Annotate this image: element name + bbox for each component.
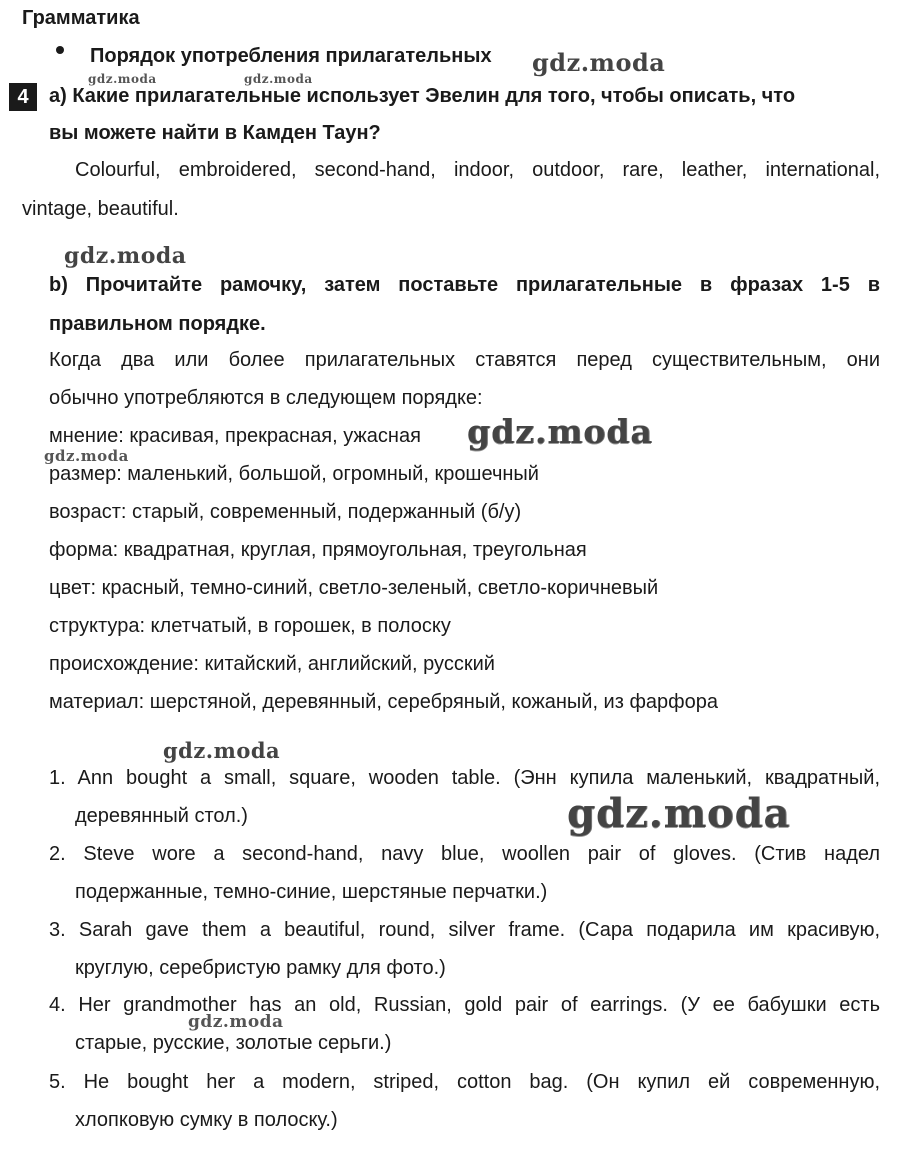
answer-5-line1: 5. He bought her a modern, striped, cotton bag. (Он купил ей современную, — [49, 1071, 880, 1093]
answer-1-line2: деревянный стол.) — [75, 805, 248, 827]
exercise-number-badge: 4 — [9, 83, 37, 111]
answer-3-line2: круглую, серебристую рамку для фото.) — [75, 957, 446, 979]
section-title: Грамматика — [22, 7, 140, 29]
watermark: gdz.moda — [467, 412, 653, 451]
bullet-icon — [56, 46, 64, 54]
order-item-opinion: мнение: красивая, прекрасная, ужасная — [49, 425, 421, 447]
watermark: gdz.moda — [88, 72, 157, 86]
part-a-answer-line2: vintage, beautiful. — [22, 198, 179, 220]
answer-4-line2: старые, русские, золотые серьги.) — [75, 1032, 392, 1054]
order-item-size: размер: маленький, большой, огромный, крошечный — [49, 463, 539, 485]
answer-2-line1: 2. Steve wore a second-hand, navy blue, woollen pair of gloves. (Стив надел — [49, 843, 880, 865]
watermark: gdz.moda — [188, 1012, 284, 1032]
answer-2-line2: подержанные, темно-синие, шерстяные перчатки.) — [75, 881, 548, 903]
order-item-colour: цвет: красный, темно-синий, светло-зеленый, светло-коричневый — [49, 577, 659, 599]
answer-5-line2: хлопковую сумку в полоску.) — [75, 1109, 338, 1131]
part-b-question-line2: правильном порядке. — [49, 313, 266, 335]
part-a-question-line1: a) Какие прилагательные использует Эвелин для того, чтобы описать, что — [49, 85, 796, 107]
part-b-intro-line1: Когда два или более прилагательных ставятся перед существительным, они — [49, 349, 880, 371]
order-item-pattern: структура: клетчатый, в горошек, в полоску — [49, 615, 451, 637]
bullet-heading: Порядок употребления прилагательных — [90, 45, 492, 67]
answer-3-line1: 3. Sarah gave them a beautiful, round, silver frame. (Сара подарила им красивую, — [49, 919, 880, 941]
part-a-answer-line1: Colourful, embroidered, second-hand, indoor, outdoor, rare, leather, international, — [75, 159, 880, 181]
answer-4-line1: 4. Her grandmother has an old, Russian, gold pair of earrings. (У ее бабушки есть — [49, 994, 880, 1016]
order-item-age: возраст: старый, современный, подержанный (б/у) — [49, 501, 522, 523]
watermark: gdz.moda — [532, 48, 666, 77]
order-item-material: материал: шерстяной, деревянный, серебряный, кожаный, из фарфора — [49, 691, 718, 713]
watermark: gdz.moda — [44, 447, 129, 465]
answer-1-line1: 1. Ann bought a small, square, wooden table. (Энн купила маленький, квадратный, — [49, 767, 880, 789]
watermark: gdz.moda — [64, 243, 187, 269]
watermark: gdz.moda — [163, 738, 281, 763]
part-b-question-line1: b) Прочитайте рамочку, затем поставьте прилагательные в фразах 1-5 в — [49, 274, 880, 296]
watermark: gdz.moda — [244, 72, 313, 86]
order-item-shape: форма: квадратная, круглая, прямоугольная, треугольная — [49, 539, 587, 561]
watermark: gdz.moda — [567, 790, 791, 837]
order-item-origin: происхождение: китайский, английский, русский — [49, 653, 495, 675]
part-a-question-line2: вы можете найти в Камден Таун? — [49, 122, 381, 144]
part-b-intro-line2: обычно употребляются в следующем порядке: — [49, 387, 483, 409]
